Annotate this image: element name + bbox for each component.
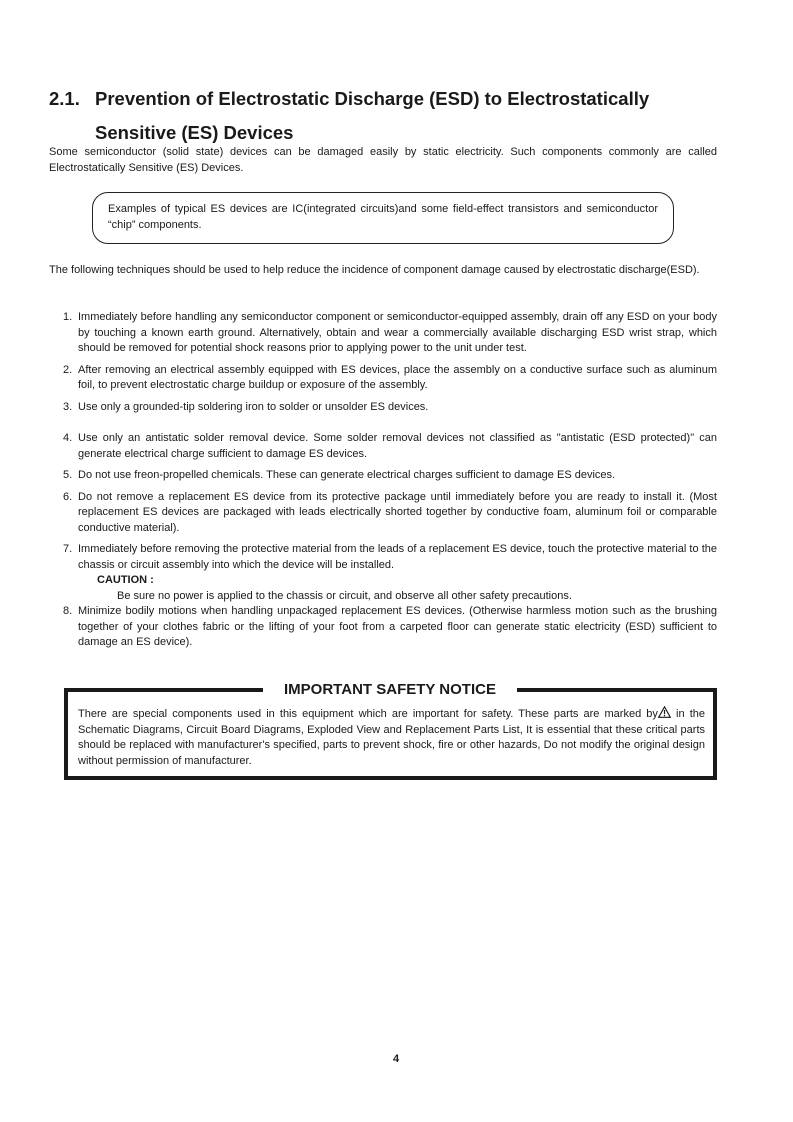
list-item-number: 4.: [63, 432, 73, 444]
list-item-number: 1.: [63, 311, 73, 323]
technique-list: [63, 310, 717, 651]
heading-line-1: [49, 82, 749, 116]
list-item-number: 3.: [63, 400, 73, 413]
list-item-number: 6.: [63, 490, 73, 503]
list-item: [63, 310, 717, 357]
list-item-number: 8.: [63, 605, 73, 617]
examples-callout: Examples of typical ES devices are IC(integrated circuits)and some field-effect transistors and semiconductor “chip” components.: [92, 192, 674, 244]
list-item-text: Use only a grounded-tip soldering iron to solder or unsolder ES devices.: [78, 400, 429, 413]
caution-text: Be sure no power is applied to the chassis or circuit, and observe all other safety precautions.: [117, 589, 572, 602]
page-number: 4: [392, 1053, 400, 1065]
warning-triangle-icon: [658, 706, 671, 718]
list-item-number: 5.: [63, 469, 73, 481]
intro-paragraph: Some semiconductor (solid state) devices can be damaged easily by static electricity. Such components commonly are called Electrostatically Sensitive (ES) Devices.: [49, 146, 717, 174]
section-number: 2.1.: [49, 88, 80, 109]
list-item: [63, 542, 717, 604]
notice-text-start: There are special components used in this equipment which are important for safety. These parts are marked by: [78, 708, 658, 720]
list-item-text: Do not remove a replacement ES device from its protective package until immediately before you are ready to install it. (Most replacement ES devices are packaged with leads electrically shorted together by conductive foam, aluminum foil or comparable conductive material).: [78, 490, 717, 534]
section-title-line1: Prevention of Electrostatic Discharge (ESD) to Electrostatically: [95, 88, 650, 109]
list-item: [63, 363, 717, 394]
section-heading: [49, 82, 749, 150]
safety-notice-title: IMPORTANT SAFETY NOTICE: [263, 680, 517, 700]
list-item-text: After removing an electrical assembly equipped with ES devices, place the assembly on a conductive surface such as aluminum foil, to prevent electrostatic charge buildup or exposure of the assembly.: [78, 363, 717, 391]
notice-text-end: in the Schematic Diagrams, Circuit Board Diagrams, Exploded View and Replacement Parts List, It is essential that these critical parts should be replaced with manufacturer's specified, parts to prevent shock, fire or other hazards, Do not modify the original design without permission of manufacturer.: [78, 708, 705, 767]
list-item: [63, 468, 717, 484]
list-item: [63, 490, 717, 537]
list-item-number: 2.: [63, 363, 73, 376]
list-item-number: 7.: [63, 543, 73, 555]
list-item-text: Immediately before handling any semiconductor component or semiconductor-equipped assembly, drain off any ESD on your body by touching a known earth ground. Alternatively, obtain and wear a commercially available discharging ESD wrist strap, which should be removed for potential shock reasons prior to applying power to the unit under test.: [78, 311, 717, 354]
list-item-text: Do not use freon-propelled chemicals. These can generate electrical charges sufficient to damage ES devices.: [78, 469, 616, 481]
techniques-intro: The following techniques should be used to help reduce the incidence of component damage caused by electrostatic discharge(ESD).: [49, 264, 700, 276]
list-item: [63, 431, 717, 462]
list-item-text: Minimize bodily motions when handling unpackaged replacement ES devices. (Otherwise harmless motion such as the brushing together of your clothes fabric or the lifting of your foot from a carpeted floor can generate static electricity (ESD) sufficient to damage an ES device).: [78, 605, 717, 648]
section-title-line2: Sensitive (ES) Devices: [95, 122, 294, 143]
caution-label: CAUTION :: [97, 574, 154, 586]
safety-notice-text: [78, 706, 705, 769]
list-item-text: Use only an antistatic solder removal device. Some solder removal devices not classified as "antistatic (ESD protected)" can generate electrical charge sufficient to damage ES devices.: [78, 432, 717, 460]
list-item-text: Immediately before removing the protective material from the leads of a replacement ES device, touch the protective material to the chassis or circuit assembly into which the device will be installed.: [78, 543, 717, 571]
list-item: [63, 400, 717, 416]
safety-notice-box: [64, 681, 717, 780]
list-item: [63, 604, 717, 651]
